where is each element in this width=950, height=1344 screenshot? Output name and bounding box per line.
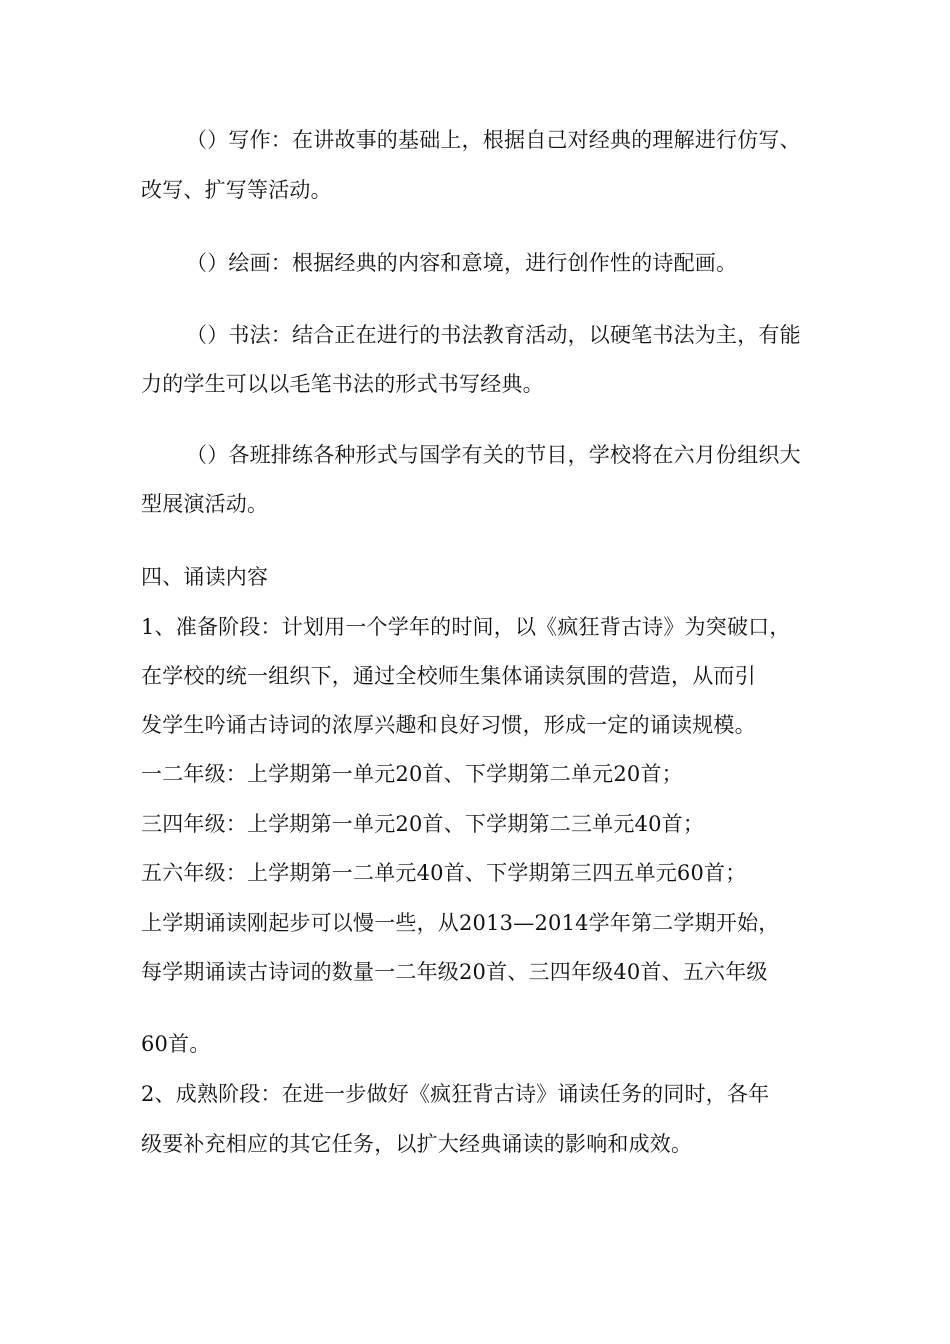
calligraphy-activity-line-2: 力的学生可以以毛笔书法的形式书写经典。 (141, 372, 544, 396)
preparation-stage-line-2: 在学校的统一组织下，通过全校师生集体诵读氛围的营造，从而引 (141, 664, 756, 688)
section-heading-recitation-content: 四、诵读内容 (141, 565, 269, 589)
grade-5-6-plan: 五六年级：上学期第一二单元40首、下学期第三四五单元60首； (141, 861, 747, 885)
performance-activity-line-2: 型展演活动。 (141, 492, 269, 516)
grade-1-2-plan: 一二年级：上学期第一单元20首、下学期第二单元20首； (141, 762, 683, 786)
mature-stage-line-1: 2、成熟阶段：在进一步做好《疯狂背古诗》诵读任务的同时，各年 (141, 1082, 770, 1106)
performance-activity-line-1: （）各班排练各种形式与国学有关的节目，学校将在六月份组织大 (186, 443, 801, 467)
preparation-stage-line-1: 1、准备阶段：计划用一个学年的时间，以《疯狂背古诗》为突破口， (141, 615, 791, 639)
schedule-note-line-3: 60首。 (141, 1032, 211, 1056)
grade-3-4-plan: 三四年级：上学期第一单元20首、下学期第二三单元40首； (141, 812, 705, 836)
writing-activity-line-2: 改写、扩写等活动。 (141, 178, 332, 202)
schedule-note-line-1: 上学期诵读刚起步可以慢一些，从2013—2014学年第二学期开始， (141, 911, 780, 935)
writing-activity-line-1: （）写作：在讲故事的基础上，根据自己对经典的理解进行仿写、 (186, 128, 801, 152)
painting-activity-line: （）绘画：根据经典的内容和意境，进行创作性的诗配画。 (186, 251, 738, 275)
preparation-stage-line-3: 发学生吟诵古诗词的浓厚兴趣和良好习惯，形成一定的诵读规模。 (141, 713, 756, 737)
calligraphy-activity-line-1: （）书法：结合正在进行的书法教育活动，以硬笔书法为主，有能 (186, 323, 801, 347)
mature-stage-line-2: 级要补充相应的其它任务，以扩大经典诵读的影响和成效。 (141, 1132, 693, 1156)
schedule-note-line-2: 每学期诵读古诗词的数量一二年级20首、三四年级40首、五六年级 (141, 960, 768, 984)
